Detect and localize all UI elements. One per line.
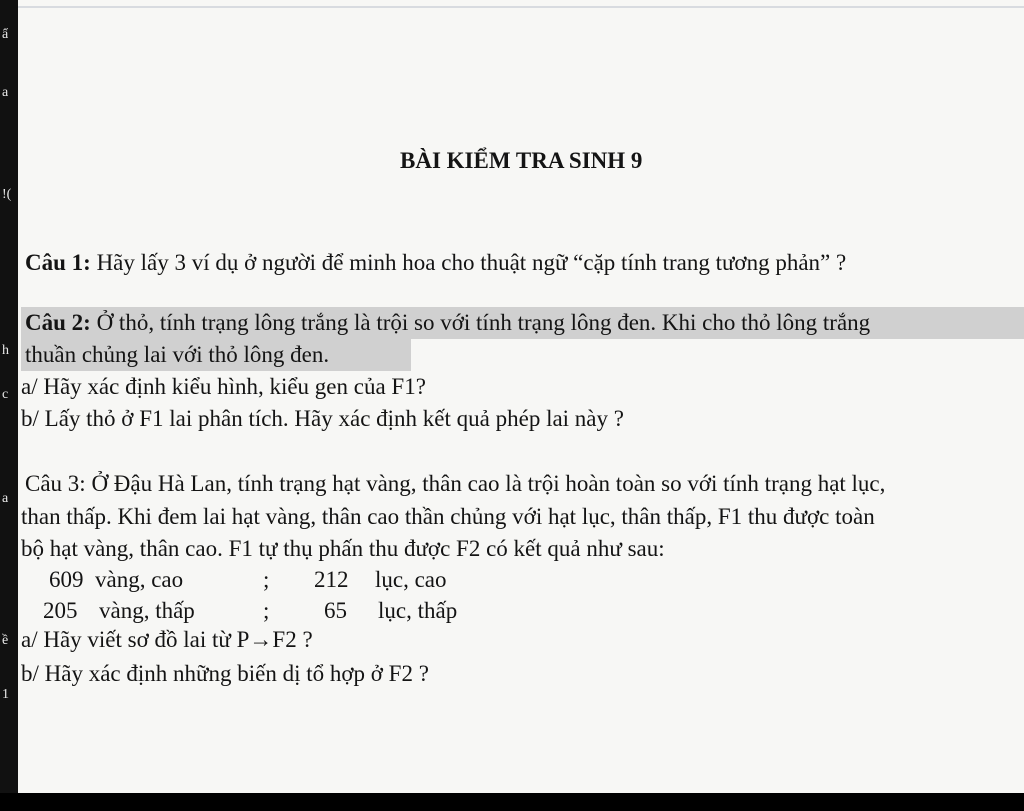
- question-2-part-a: a/ Hãy xác định kiểu hình, kiểu gen của F1?: [21, 374, 426, 399]
- question-3-part-b: b/ Hãy xác định những biến dị tổ hợp ở F2 ?: [21, 661, 429, 686]
- question-2-part-b: b/ Lấy thỏ ở F1 lai phân tích. Hãy xác định kết quả phép lai này ?: [21, 406, 624, 431]
- page-title: BÀI KIỂM TRA SINH 9: [400, 148, 643, 173]
- question-1-text: Hãy lấy 3 ví dụ ở người để minh hoa cho thuật ngữ “cặp tính trang tương phản” ?: [90, 250, 847, 275]
- result-separator: ;: [263, 567, 270, 592]
- edge-mark: !(: [2, 187, 12, 202]
- document-page: [18, 0, 1024, 793]
- question-3-line-3: bộ hạt vàng, thân cao. F1 tự thụ phấn thu được F2 có kết quả như sau:: [21, 536, 665, 561]
- edge-mark: ề: [2, 633, 9, 648]
- result-label: lục, cao: [375, 567, 447, 592]
- result-count: 205: [43, 598, 78, 623]
- question-3-line-2: than thấp. Khi đem lai hạt vàng, thân cao thần chủng với hạt lục, thân thấp, F1 thu được toàn: [21, 504, 875, 529]
- left-edge-strip: [0, 0, 18, 811]
- question-2-text: Ở thỏ, tính trạng lông trắng là trội so với tính trạng lông đen. Khi cho thỏ lông trắng: [90, 310, 871, 335]
- result-label: vàng, thấp: [99, 598, 195, 623]
- edge-mark: ẩ: [2, 27, 9, 42]
- question-2-label: Câu 2:: [25, 310, 91, 335]
- question-2-line-2: thuần chủng lai với thỏ lông đen.: [25, 342, 330, 367]
- top-rule: [18, 6, 1024, 8]
- result-label: vàng, cao: [95, 567, 184, 592]
- question-1-label: Câu 1:: [25, 250, 91, 275]
- result-count: 65: [324, 598, 347, 623]
- question-3-line-1: Câu 3: Ở Đậu Hà Lan, tính trạng hạt vàng, thân cao là trội hoàn toàn so với tính trạng hạt lục,: [25, 471, 886, 496]
- result-count: 609: [49, 567, 84, 592]
- result-count: 212: [314, 567, 349, 592]
- result-separator: ;: [263, 598, 270, 623]
- edge-mark: h: [2, 343, 9, 358]
- question-3-part-a: a/ Hãy viết sơ đồ lai từ P→F2 ?: [21, 627, 313, 652]
- edge-mark: 1: [2, 687, 9, 702]
- bottom-bar: [0, 793, 1024, 811]
- result-label: lục, thấp: [378, 598, 458, 623]
- question-1: [25, 249, 846, 277]
- question-2-line-1: [25, 309, 870, 337]
- edge-mark: a: [2, 85, 9, 100]
- edge-mark: a: [2, 491, 9, 506]
- edge-mark: c: [2, 387, 9, 402]
